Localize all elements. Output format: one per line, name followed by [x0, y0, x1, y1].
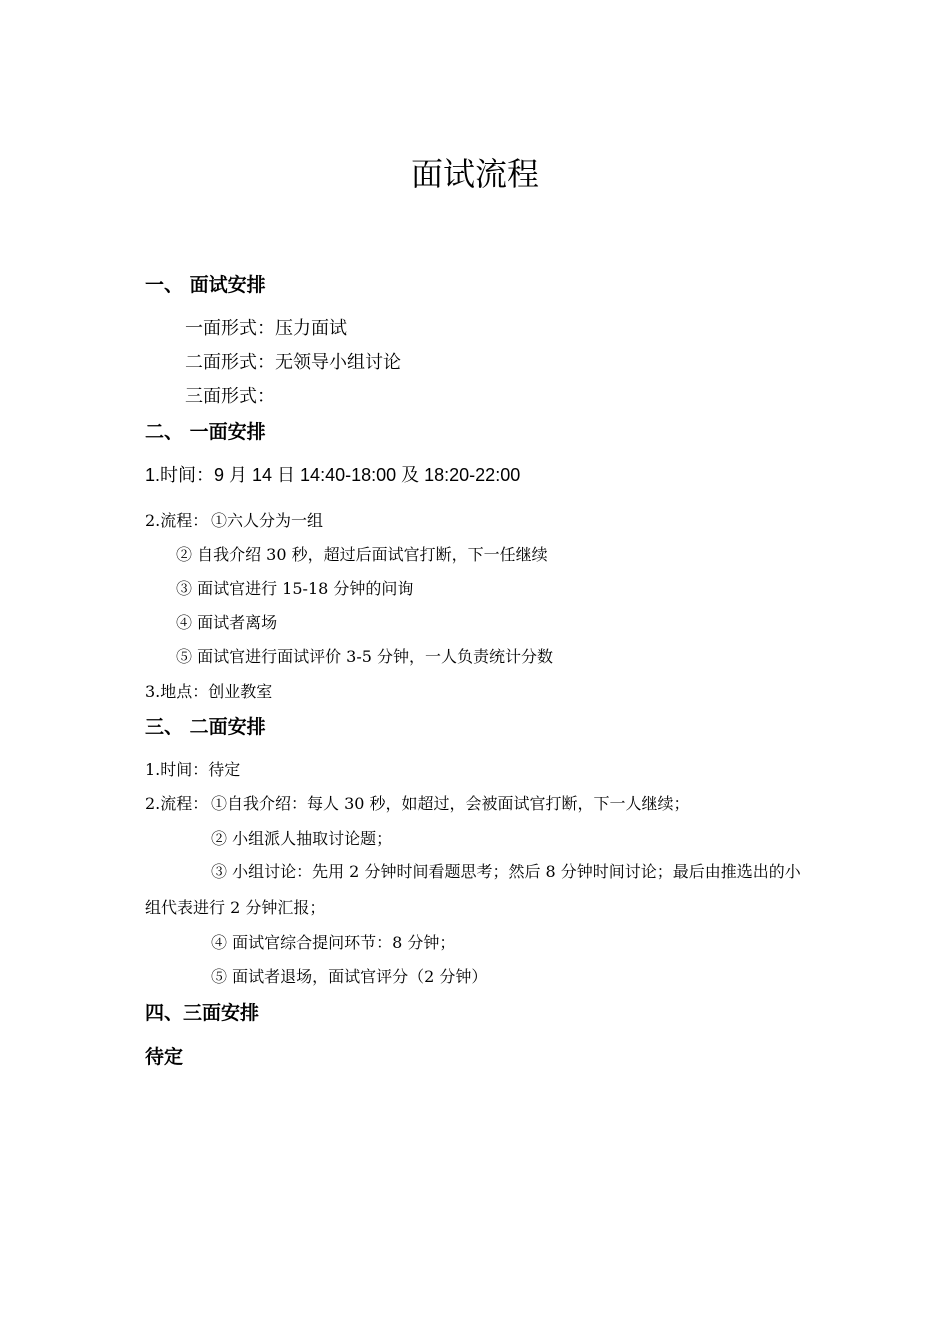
first-round-time: 1.时间：9 月 14 日 14:40-18:00 及 18:20-22:00: [145, 465, 521, 485]
second-round-step-continuation: 组代表进行 2 分钟汇报；: [145, 898, 326, 917]
third-round-format: 三面形式：: [185, 386, 275, 407]
second-round-format: 二面形式：无领导小组讨论: [185, 352, 401, 373]
second-round-process-label: 2.流程：: [145, 794, 209, 813]
second-round-step: ⑤ 面试者退场，面试官评分（2 分钟）: [211, 967, 488, 986]
second-round-step: ② 小组派人抽取讨论题；: [211, 829, 393, 848]
section-heading-arrangement: 一、 面试安排: [145, 274, 266, 296]
page-title: 面试流程: [410, 155, 539, 193]
second-round-step: ①自我介绍：每人 30 秒，如超过，会被面试官打断，下一人继续；: [211, 794, 690, 813]
first-round-process-label: 2.流程：: [145, 511, 209, 530]
first-round-step: ①六人分为一组: [211, 511, 324, 530]
section-heading-second-round: 三、 二面安排: [145, 716, 266, 738]
first-round-location: 3.地点：创业教室: [145, 682, 273, 701]
third-round-content: 待定: [145, 1046, 184, 1068]
first-round-step: ④ 面试者离场: [176, 613, 278, 632]
first-round-step: ③ 面试官进行 15-18 分钟的问询: [176, 579, 414, 598]
second-round-step: ③ 小组讨论：先用 2 分钟时间看题思考；然后 8 分钟时间讨论；最后由推选出的小: [211, 862, 801, 881]
section-heading-first-round: 二、 一面安排: [145, 421, 266, 443]
section-heading-third-round: 四、三面安排: [145, 1002, 260, 1024]
first-round-format: 一面形式：压力面试: [185, 318, 347, 339]
first-round-step: ② 自我介绍 30 秒，超过后面试官打断，下一任继续: [176, 545, 548, 564]
second-round-step: ④ 面试官综合提问环节：8 分钟；: [211, 933, 456, 952]
first-round-step: ⑤ 面试官进行面试评价 3-5 分钟，一人负责统计分数: [176, 647, 554, 666]
second-round-time: 1.时间：待定: [145, 760, 241, 779]
